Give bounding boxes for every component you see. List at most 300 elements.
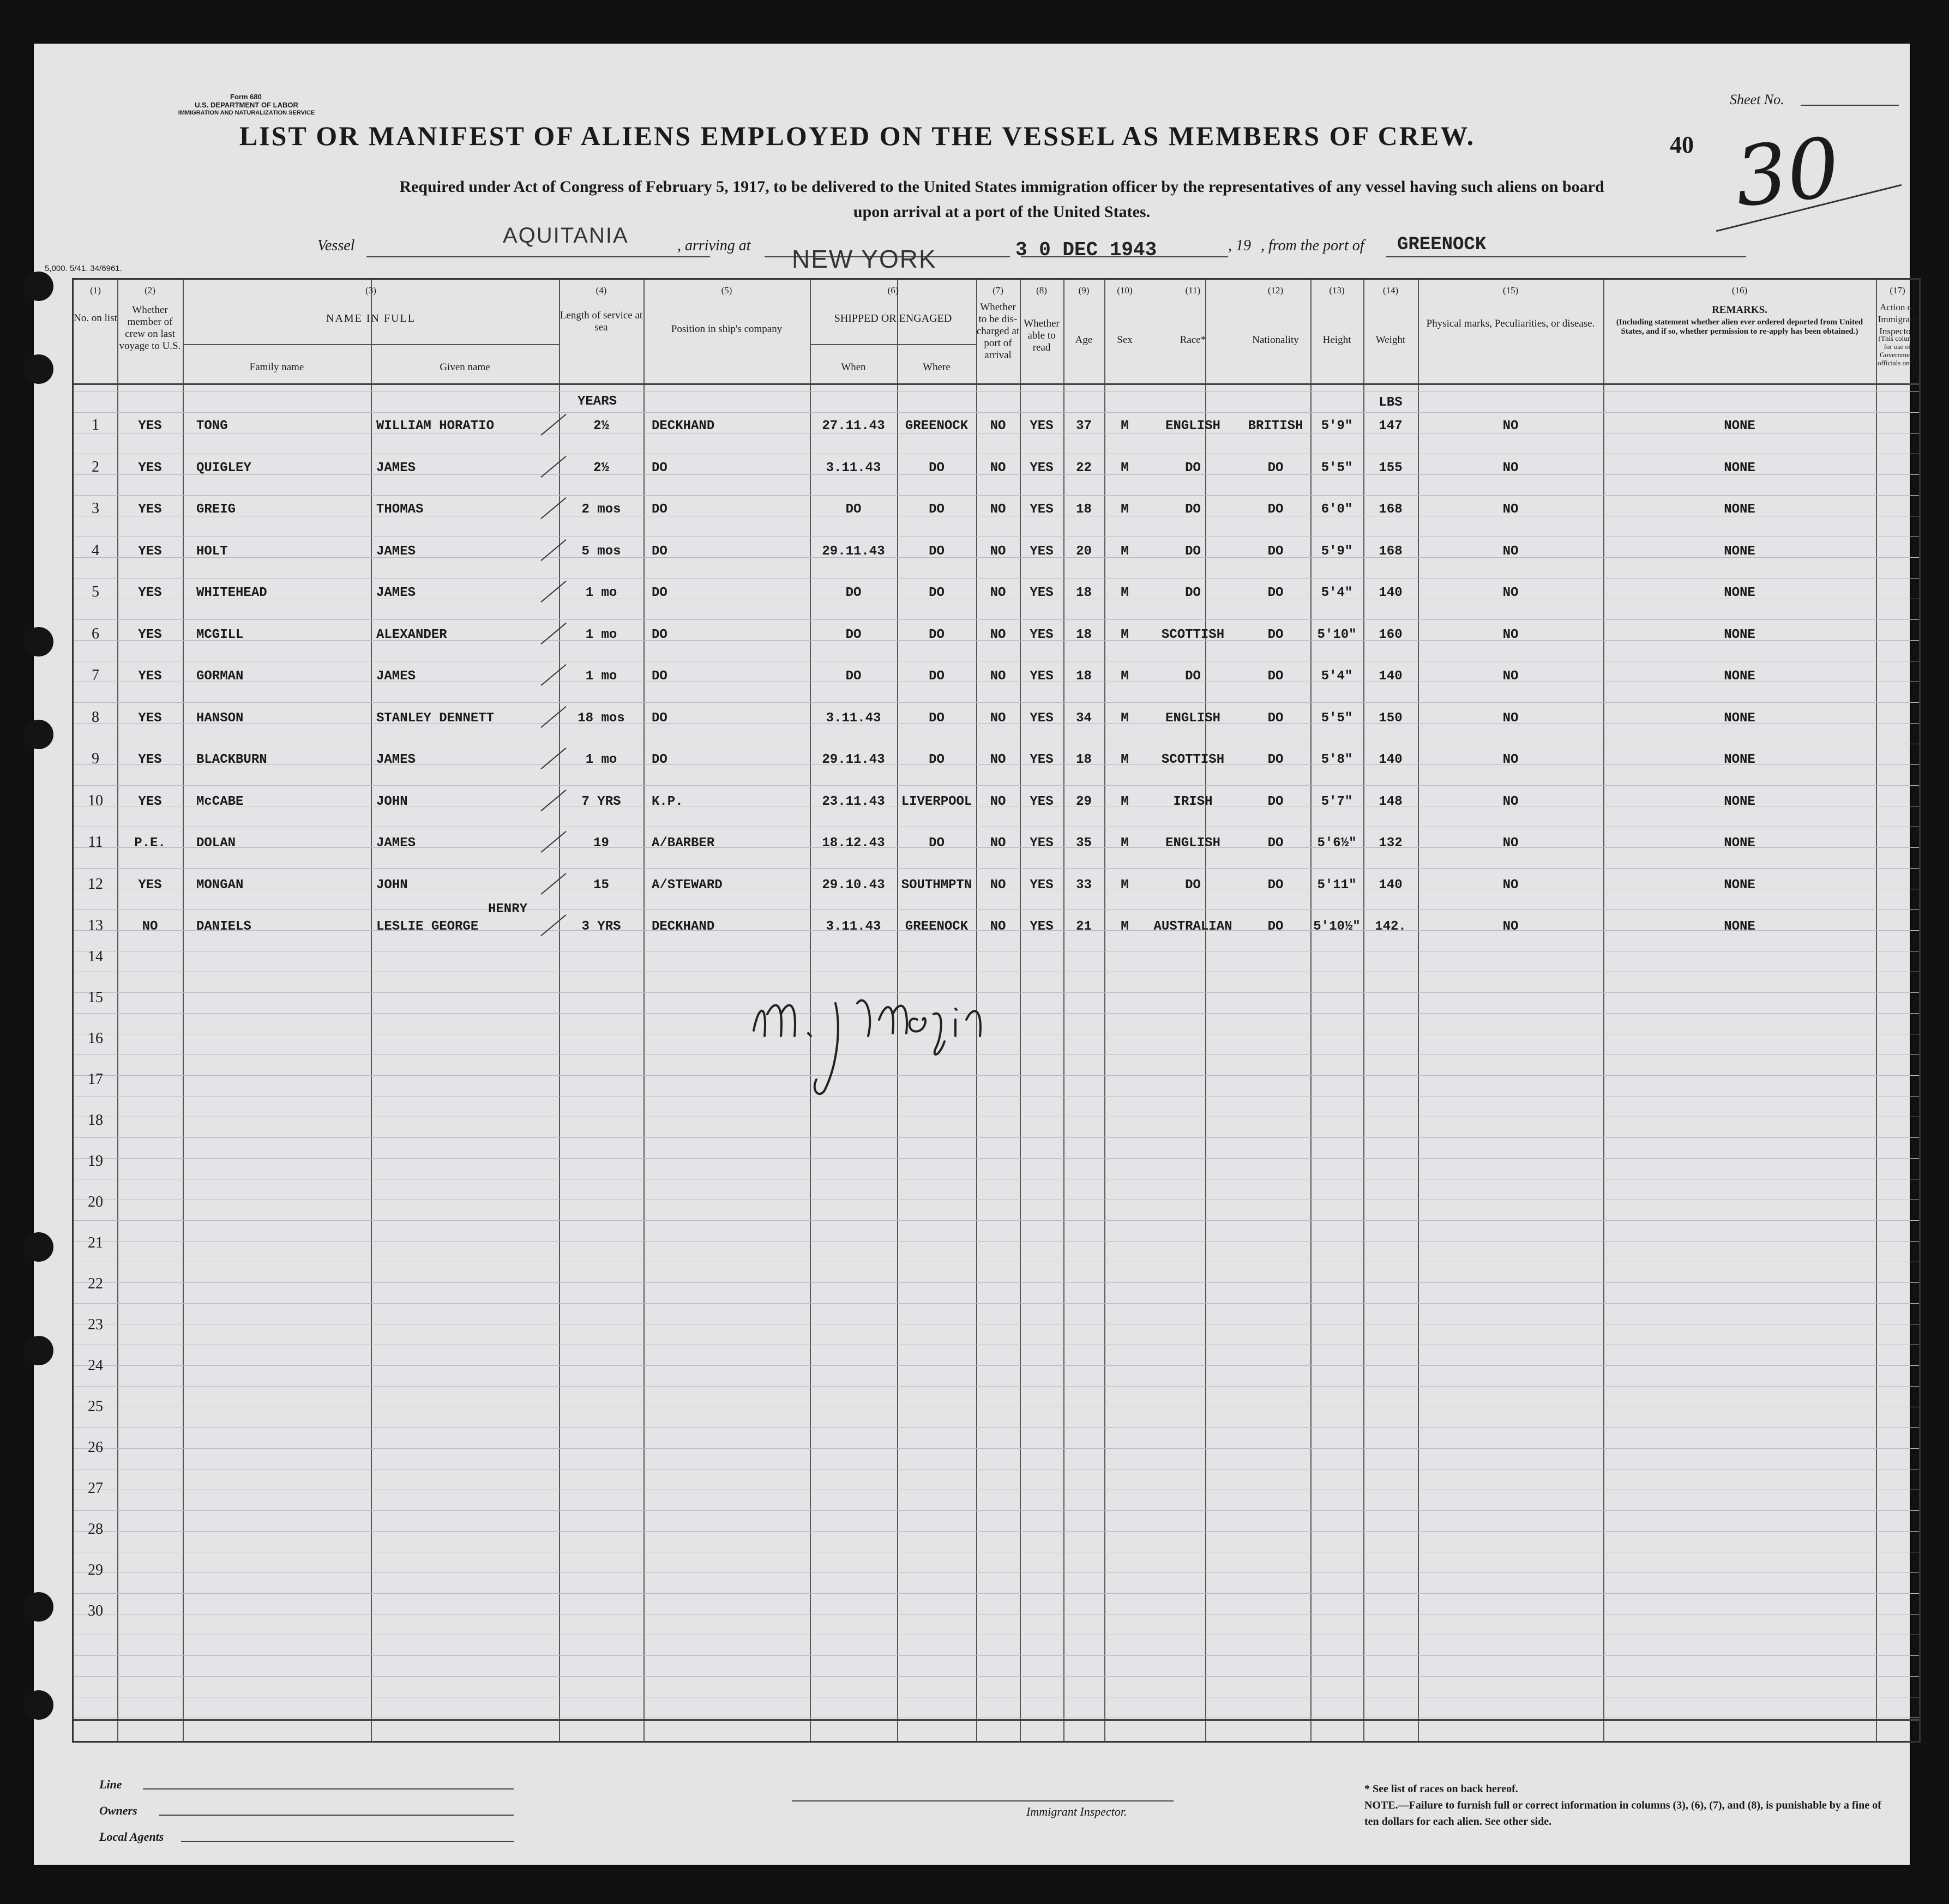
cell-age: 29 [1076,794,1092,809]
cell-service: 5 mos [581,544,621,559]
cell-family: HANSON [196,710,244,726]
column-number: (2) [145,285,155,296]
row-number: 5 [92,583,99,600]
header-name-in-full: NAME IN FULL [326,312,416,324]
ruled-line [74,412,1919,413]
inspector-label: Immigrant Inspector. [1026,1805,1127,1818]
ruled-line [74,1282,1919,1283]
header-height: Height [1322,334,1351,346]
row-number: 7 [92,667,99,684]
punch-hole [24,627,53,656]
cell-marks: NO [1502,877,1519,893]
cell-when: 23.11.43 [822,794,885,809]
cell-family: McCABE [196,794,244,809]
ruled-line [74,1386,1919,1387]
signature [743,981,1026,1112]
row-number: 12 [88,875,103,893]
subtitle-line-1: Required under Act of Congress of February 5, 1917, to be delivered to the United States immigration officer by the representatives of any vessel having such aliens on board [399,178,1604,196]
column-number: (3) [365,285,376,296]
cell-sex: M [1121,710,1129,726]
agents-fill-line [181,1841,514,1842]
cell-race: DO [1185,460,1201,475]
cell-read: YES [1030,627,1054,642]
page-title: LIST OR MANIFEST OF ALIENS EMPLOYED ON THE VESSEL AS MEMBERS OF CREW. [239,120,1476,151]
row-number: 10 [88,792,103,809]
cell-where: DO [929,669,945,684]
department: U.S. DEPARTMENT OF LABOR [195,101,298,109]
cell-height: 5'5" [1321,460,1353,475]
cell-sex: M [1121,752,1129,767]
cell-height: 5'9" [1321,544,1353,559]
cell-remarks: NONE [1724,710,1755,726]
cell-discharged: NO [990,710,1006,726]
cell-sex: M [1121,586,1129,600]
cell-given: STANLEY DENNETT [376,710,495,726]
cell-when: 29.11.43 [822,752,885,767]
cell-remarks: NONE [1724,877,1755,893]
ruled-line [74,1241,1919,1242]
cell-sex: M [1121,919,1129,934]
cell-position: DECKHAND [652,919,715,934]
cell-age: 20 [1076,544,1092,559]
cell-position: DO [652,669,667,684]
cell-discharged: NO [990,877,1006,893]
cell-marks: NO [1502,627,1519,642]
cell-height: 5'4" [1321,669,1353,684]
cell-service: 19 [593,836,609,851]
cell-sex: M [1121,544,1129,559]
cell-race: DO [1185,877,1201,893]
page-subtitle [279,174,1724,225]
ruled-line [74,391,1919,392]
cell-sex: M [1121,460,1129,475]
cell-height: 5'10" [1317,627,1357,642]
row-number: 14 [88,948,103,965]
cell-nationality: BRITISH [1248,419,1303,433]
cell-discharged: NO [990,794,1006,809]
cell-read: YES [1030,586,1054,600]
service: IMMIGRATION AND NATURALIZATION SERVICE [178,110,315,116]
cell-nationality: DO [1267,586,1284,600]
cell-age: 18 [1076,627,1092,642]
cell-member: YES [138,627,162,642]
row-number: 29 [88,1562,103,1578]
cell-read: YES [1030,752,1054,767]
cell-remarks: NONE [1724,586,1755,600]
header-family-name: Family name [249,361,304,373]
print-code: 5,000. 5/41. 34/6961. [45,264,122,273]
cell-when: DO [845,669,862,684]
header-age: Age [1075,334,1093,346]
row-number: 24 [88,1357,103,1374]
cell-remarks: NONE [1724,544,1755,559]
header-action: Action of Immigrant Inspector. [1878,302,1917,336]
column-divider [1063,280,1064,1741]
cell-marks: NO [1502,419,1519,433]
cell-weight: 140 [1379,752,1403,767]
cell-age: 18 [1076,586,1092,600]
column-number: (17) [1890,285,1905,296]
column-number: (10) [1117,285,1133,296]
cell-weight: 140 [1379,669,1403,684]
cell-read: YES [1030,836,1054,851]
cell-age: 34 [1076,710,1092,726]
cell-when: 3.11.43 [826,460,881,475]
cell-member: YES [138,502,162,517]
header-nationality: Nationality [1252,334,1299,346]
column-number: (14) [1382,285,1399,296]
header-member-last-voyage: Whether member of crew on last voyage to U.S. [119,304,181,352]
ruled-line [74,1655,1919,1656]
subheader-rule [183,344,559,345]
cell-given: JAMES [376,752,416,767]
row-number: 18 [88,1112,103,1129]
footer-notes [1364,1781,1882,1830]
cell-race: ENGLISH [1165,836,1220,851]
form-info [132,93,361,117]
cell-discharged: NO [990,669,1006,684]
cell-race: AUSTRALIAN [1153,919,1232,934]
cell-marks: NO [1502,669,1519,684]
cell-member: P.E. [134,836,166,851]
header-sex: Sex [1117,334,1133,346]
column-number: (1) [90,285,101,296]
cell-remarks: NONE [1724,836,1755,851]
cell-race: SCOTTISH [1161,627,1225,642]
cell-when: 18.12.43 [822,836,885,851]
column-number: (6) [887,285,899,296]
cell-nationality: DO [1267,669,1284,684]
row-number: 16 [88,1030,103,1047]
column-number: (4) [595,285,607,296]
cell-read: YES [1030,544,1054,559]
cell-where: DO [929,544,945,559]
punch-hole [24,1336,53,1365]
cell-nationality: DO [1267,710,1284,726]
ruled-line [74,1531,1919,1532]
cell-height: 5'5" [1321,710,1353,726]
cell-sex: M [1121,502,1129,517]
cell-race: ENGLISH [1165,710,1220,726]
cell-family: HOLT [196,544,228,559]
cell-when: 29.11.43 [822,544,885,559]
cell-member: YES [138,460,162,475]
cell-remarks: NONE [1724,419,1755,433]
cell-remarks: NONE [1724,752,1755,767]
owners-fill-line [159,1815,514,1816]
cell-family: GREIG [196,502,236,517]
cell-family: BLACKBURN [196,752,267,767]
punch-hole [24,1690,53,1720]
header-action-note: (This column for use of Government officials only) [1877,334,1918,367]
cell-remarks: NONE [1724,669,1755,684]
cell-weight: 148 [1379,794,1403,809]
column-number: (16) [1731,285,1748,296]
cell-family: TONG [196,419,228,433]
cell-when: 27.11.43 [822,419,885,433]
cell-race: IRISH [1173,794,1213,809]
date-value: 3 0 DEC 1943 [1015,239,1157,261]
row-number: 30 [88,1602,103,1619]
header-weight: Weight [1375,334,1406,346]
header-given-name: Given name [440,361,490,373]
punch-hole [24,720,53,749]
cell-marks: NO [1502,502,1519,517]
cell-given: JOHN [376,794,408,809]
cell-read: YES [1030,877,1054,893]
unit-lbs: LBS [1379,395,1403,410]
row-number: 19 [88,1153,103,1170]
cell-remarks: NONE [1724,919,1755,934]
cell-nationality: DO [1267,836,1284,851]
punch-hole [24,1592,53,1622]
ruled-line [74,1303,1919,1304]
unit-years: YEARS [577,394,617,409]
cell-age: 18 [1076,669,1092,684]
row-number: 4 [92,541,99,559]
cell-where: DO [929,710,945,726]
cell-position: A/STEWARD [652,877,723,893]
cell-discharged: NO [990,836,1006,851]
cell-height: 5'9" [1321,419,1353,433]
line-fill-line [143,1788,514,1789]
cell-nationality: DO [1267,877,1284,893]
cell-remarks: NONE [1724,627,1755,642]
cell-given: THOMAS [376,502,424,517]
cell-family: MCGILL [196,627,244,642]
vessel-fill-line [366,256,710,257]
row-number: 9 [92,750,99,767]
cell-discharged: NO [990,419,1006,433]
agents-label: Local Agents [99,1830,164,1843]
cell-member: YES [138,877,162,893]
header-when: When [841,361,866,373]
cell-position: A/BARBER [652,836,715,851]
cell-member: YES [138,544,162,559]
sheet-number-typed: 40 [1670,131,1694,158]
row-number: 2 [92,458,99,475]
cell-family: MONGAN [196,877,244,893]
header-where: Where [923,361,951,373]
cell-remarks: NONE [1724,460,1755,475]
table-bottom-rule [74,1719,1919,1721]
sheet-fill-line [1801,105,1899,106]
cell-sex: M [1121,627,1129,642]
column-divider [1876,280,1877,1741]
cell-position: DO [652,460,667,475]
cell-given: JOHN [376,877,408,893]
cell-height: 5'7" [1321,794,1353,809]
ruled-line [74,785,1919,786]
cell-weight: 168 [1379,544,1403,559]
cell-height: 5'4" [1321,586,1353,600]
cell-sex: M [1121,877,1129,893]
cell-where: DO [929,752,945,767]
cell-family: GORMAN [196,669,244,684]
cell-service: 3 YRS [581,919,621,934]
cell-service: 2 mos [581,502,621,517]
cell-where: SOUTHMPTN [901,877,972,893]
header-no-on-list: No. on list [74,312,117,324]
cell-position: DO [652,586,667,600]
manifest-sheet [34,44,1918,1865]
cell-marks: NO [1502,836,1519,851]
subheader-rule [810,344,976,345]
cell-height: 5'8" [1321,752,1353,767]
cell-when: DO [845,586,862,600]
column-divider [1418,280,1419,1741]
row-number: 23 [88,1316,103,1333]
cell-weight: 132 [1379,836,1403,851]
cell-discharged: NO [990,460,1006,475]
cell-position: K.P. [652,794,683,809]
cell-when: DO [845,502,862,517]
ruled-line [74,1593,1919,1594]
cell-age: 21 [1076,919,1092,934]
subtitle-line-2: upon arrival at a port of the United States. [853,203,1151,221]
column-number: (15) [1502,285,1519,296]
ruled-line [74,1448,1919,1449]
sheet-number-handwritten: 30 [1730,120,1844,226]
cell-where: DO [929,460,945,475]
arriving-value: NEW YORK [792,245,937,273]
row-number: 27 [88,1480,103,1497]
cell-given: JAMES [376,669,416,684]
cell-nationality: DO [1267,460,1284,475]
header-able-to-read: Whether able to read [1024,318,1060,353]
cell-read: YES [1030,669,1054,684]
header-position: Position in ship's company [671,323,783,335]
cell-discharged: NO [990,919,1006,934]
header-remarks-note: (Including statement whether alien ever ordered deported from United States, and if so, whether permission to re-apply has been obtained.) [1616,318,1863,336]
cell-sex: M [1121,669,1129,684]
cell-position: DO [652,710,667,726]
column-number: (5) [721,285,732,296]
cell-service: 2½ [593,460,609,475]
cell-sex: M [1121,836,1129,851]
cell-marks: NO [1502,794,1519,809]
column-divider [643,280,645,1741]
ruled-line [74,1137,1919,1138]
row-number: 26 [88,1439,103,1456]
cell-age: 33 [1076,877,1092,893]
ruled-line [74,1572,1919,1573]
cell-marks: NO [1502,586,1519,600]
cell-discharged: NO [990,627,1006,642]
column-number: (7) [992,285,1003,296]
column-divider [1363,280,1364,1741]
port-value: GREENOCK [1397,234,1487,255]
inspector-fill-line [792,1800,1174,1801]
cell-member: YES [138,794,162,809]
cell-given: JAMES [376,460,416,475]
owners-label: Owners [99,1804,137,1817]
column-number: (13) [1329,285,1345,296]
cell-member: YES [138,586,162,600]
cell-position: DO [652,627,667,642]
cell-position: DO [652,502,667,517]
row-number: 11 [88,834,103,851]
cell-remarks: NONE [1724,794,1755,809]
cell-weight: 147 [1379,419,1403,433]
row-number: 21 [88,1234,103,1251]
cell-family: WHITEHEAD [196,586,267,600]
header-physical-marks: Physical marks, Peculiarities, or disease. [1426,318,1595,329]
column-divider [1104,280,1105,1741]
cell-height: 5'6½" [1317,836,1357,851]
column-divider [1310,280,1312,1741]
cell-marks: NO [1502,710,1519,726]
cell-member: NO [142,919,158,934]
punch-hole [24,354,53,384]
ruled-line [74,495,1919,496]
column-divider [1603,280,1604,1741]
cell-service: 1 mo [585,627,617,642]
row-number: 22 [88,1275,103,1292]
cell-weight: 142. [1375,919,1406,934]
ruled-line [74,702,1919,703]
ruled-line [74,1365,1919,1366]
cell-remarks: NONE [1724,502,1755,517]
vessel-label: Vessel [317,237,355,254]
cell-where: DO [929,502,945,517]
cell-service: 2½ [593,419,609,433]
cell-member: YES [138,710,162,726]
cell-read: YES [1030,419,1054,433]
row-number: 8 [92,708,99,726]
cell-position: DECKHAND [652,419,715,433]
cell-where: DO [929,627,945,642]
cell-nationality: DO [1267,544,1284,559]
column-divider [1205,280,1206,1741]
cell-where: DO [929,586,945,600]
cell-discharged: NO [990,502,1006,517]
cell-read: YES [1030,794,1054,809]
cell-weight: 160 [1379,627,1403,642]
ruled-line [74,909,1919,910]
form-number: Form 680 [230,93,262,101]
ruled-line [74,868,1919,869]
column-divider [559,280,560,1741]
cell-weight: 140 [1379,877,1403,893]
cell-weight: 140 [1379,586,1403,600]
cell-position: DO [652,544,667,559]
column-number: (9) [1078,285,1090,296]
column-divider [371,280,372,1741]
cell-age: 35 [1076,836,1092,851]
row-number: 17 [88,1071,103,1088]
cell-service: 1 mo [585,586,617,600]
ruled-line [74,619,1919,620]
header-rule [74,383,1919,385]
ruled-line [74,1427,1919,1428]
row-number: 20 [88,1194,103,1210]
cell-nationality: DO [1267,752,1284,767]
cell-read: YES [1030,710,1054,726]
row-number: 6 [92,625,99,642]
cell-where: DO [929,836,945,851]
cell-race: DO [1185,586,1201,600]
note-races: * See list of races on back hereof. [1364,1783,1518,1795]
cell-marks: NO [1502,544,1519,559]
column-number: (11) [1185,285,1201,296]
cell-given: ALEXANDER [376,627,447,642]
row-number: 1 [92,417,99,433]
cell-given: WILLIAM HORATIO [376,419,495,433]
cell-where: GREENOCK [905,419,969,433]
cell-race: DO [1185,544,1201,559]
cell-height: 5'11" [1317,877,1357,893]
